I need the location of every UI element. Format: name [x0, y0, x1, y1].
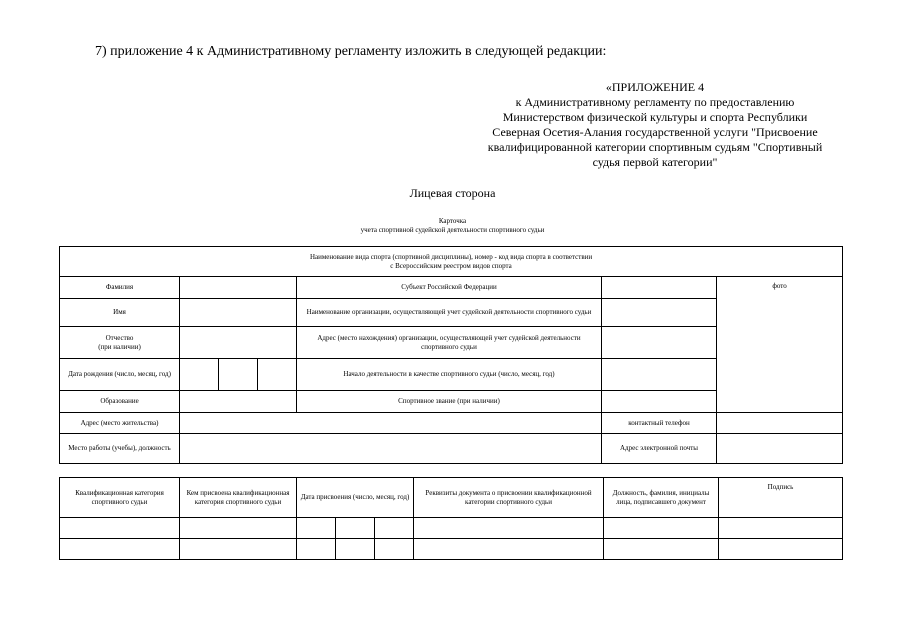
region-label: Субъект Российской Федерации: [297, 277, 602, 299]
work-place-label: Место работы (учебы), должность: [60, 434, 180, 464]
sport-name-cell: [60, 247, 843, 277]
category-history-table: [59, 477, 843, 560]
education-value[interactable]: [180, 391, 297, 413]
org-name-label: Наименование организации, осуществляющей учет судейской деятельности спортивного судьи: [297, 299, 602, 327]
history-cell[interactable]: [336, 539, 375, 560]
history-cell[interactable]: [719, 518, 843, 539]
history-cell[interactable]: [604, 518, 719, 539]
registration-card-table: [59, 246, 843, 464]
history-header-document: Реквизиты документа о присвоении квалификационной категории спортивного судьи: [414, 478, 604, 518]
region-value[interactable]: [602, 277, 717, 299]
education-label: Образование: [60, 391, 180, 413]
history-cell[interactable]: [297, 518, 336, 539]
history-cell[interactable]: [180, 518, 297, 539]
sport-name-label: Наименование вида спорта (спортивной дисциплины), номер - код вида спорта в соответствии: [309, 253, 593, 261]
card-title: [0, 217, 905, 235]
history-header-date: Дата присвоения (число, месяц, год): [297, 478, 414, 518]
history-cell[interactable]: [336, 518, 375, 539]
history-cell[interactable]: [414, 539, 604, 560]
history-header-category: Квалификационная категория спортивного судьи: [60, 478, 180, 518]
appendix-line: Министерством физической культуры и спорта Республики: [502, 110, 808, 124]
phone-value[interactable]: [717, 413, 843, 434]
history-cell[interactable]: [180, 539, 297, 560]
patronymic-value[interactable]: [180, 327, 297, 359]
org-address-label: Адрес (место нахождения) организации, осуществляющей учет судейской деятельности спортивного судьи: [297, 327, 602, 359]
card-title-sub: учета спортивной судейской деятельности спортивного судьи: [360, 226, 545, 234]
patronymic-label-main: Отчество: [105, 334, 134, 342]
birth-year-value[interactable]: [258, 359, 297, 391]
amendment-intro: 7) приложение 4 к Административному регламенту изложить в следующей редакции:: [95, 44, 607, 59]
patronymic-label-note: (при наличии): [98, 342, 141, 351]
card-title-main: Карточка: [438, 217, 467, 225]
history-header-signature: Подпись: [719, 478, 843, 518]
photo-cell[interactable]: фото: [717, 277, 843, 413]
history-header-signer: Должность, фамилия, инициалы лица, подписавшего документ: [604, 478, 719, 518]
appendix-line: судья первой категории": [592, 155, 718, 169]
history-cell[interactable]: [60, 539, 180, 560]
history-cell[interactable]: [719, 539, 843, 560]
org-address-value[interactable]: [602, 327, 717, 359]
side-title: Лицевая сторона: [409, 186, 496, 200]
address-label: Адрес (место жительства): [60, 413, 180, 434]
surname-label: Фамилия: [60, 277, 180, 299]
start-activity-value[interactable]: [602, 359, 717, 391]
history-cell[interactable]: [297, 539, 336, 560]
appendix-line: «ПРИЛОЖЕНИЕ 4: [605, 80, 705, 94]
sport-name-label-cont: с Всероссийским реестром видов спорта: [390, 261, 512, 270]
work-place-value[interactable]: [180, 434, 602, 464]
sport-title-value[interactable]: [602, 391, 717, 413]
history-cell[interactable]: [375, 539, 414, 560]
surname-value[interactable]: [180, 277, 297, 299]
email-value[interactable]: [717, 434, 843, 464]
name-value[interactable]: [180, 299, 297, 327]
birth-month-value[interactable]: [219, 359, 258, 391]
patronymic-label: [60, 327, 180, 359]
birth-day-value[interactable]: [180, 359, 219, 391]
appendix-line: к Административному регламенту по предоставлению: [515, 95, 795, 109]
history-cell[interactable]: [375, 518, 414, 539]
table-row: [60, 539, 843, 560]
start-activity-label: Начало деятельности в качестве спортивного судьи (число, месяц, год): [297, 359, 602, 391]
address-value[interactable]: [180, 413, 602, 434]
appendix-header: [455, 80, 855, 170]
sport-title-label: Спортивное звание (при наличии): [297, 391, 602, 413]
birth-date-label: Дата рождения (число, месяц, год): [60, 359, 180, 391]
email-label: Адрес электронной почты: [602, 434, 717, 464]
history-cell[interactable]: [60, 518, 180, 539]
history-header-assigned-by: Кем присвоена квалификационная категория спортивного судьи: [180, 478, 297, 518]
name-label: Имя: [60, 299, 180, 327]
org-name-value[interactable]: [602, 299, 717, 327]
appendix-line: квалифицированной категории спортивным судьям "Спортивный: [487, 140, 823, 154]
history-cell[interactable]: [604, 539, 719, 560]
table-row: [60, 518, 843, 539]
phone-label: контактный телефон: [602, 413, 717, 434]
history-cell[interactable]: [414, 518, 604, 539]
appendix-line: Северная Осетия-Алания государственной услуги "Присвоение: [492, 125, 818, 139]
